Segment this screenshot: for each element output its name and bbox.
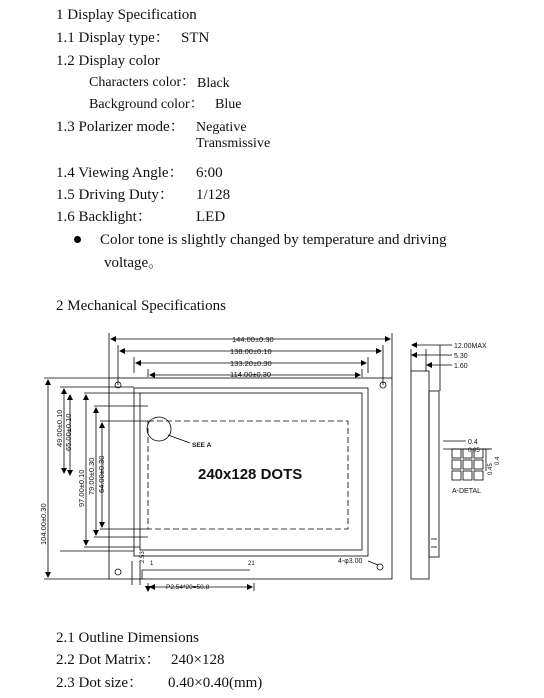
backlight-value: LED	[196, 209, 226, 225]
detail-dim-04b: 0.4	[495, 456, 501, 465]
dot-size-value: 0.40×0.40(mm)	[168, 675, 263, 691]
background-color-value: Blue	[215, 97, 242, 112]
pin-21-label: 21	[248, 561, 255, 567]
viewing-angle-label: 1.4 Viewing Angle：	[56, 165, 184, 181]
pitch-label: P2.54*20=50.8	[166, 584, 210, 591]
characters-color-label: Characters color：	[89, 75, 196, 90]
background-color-label: Background color：	[89, 97, 204, 112]
dim-65: 65.00±0.10	[64, 413, 73, 451]
outline-dimensions-heading: 2.1 Outline Dimensions	[56, 630, 199, 646]
note-line-1: Color tone is slightly changed by temperature and driving	[100, 232, 447, 248]
dim-253: 2.53	[140, 551, 146, 563]
side-dim-530: 5.30	[454, 353, 468, 360]
see-a-label: SEE A	[192, 442, 212, 449]
dim-104: 104.00±0.30	[39, 503, 48, 545]
side-dim-12: 12.00MAX	[454, 343, 487, 350]
bullet-icon	[74, 236, 81, 243]
display-type-value: STN	[181, 30, 210, 46]
dim-144: 144.00±0.30	[232, 335, 274, 344]
dim-114: 114.00±0.30	[230, 370, 272, 379]
hole-label: 4-φ3.00	[338, 558, 363, 565]
section-1-heading: 1 Display Specification	[56, 7, 197, 23]
dim-133: 133.20±0.30	[230, 359, 272, 368]
center-dots-label: 240x128 DOTS	[198, 466, 303, 483]
dot-size-label: 2.3 Dot size：	[56, 675, 144, 691]
detail-dim-045: 0.45	[488, 463, 494, 475]
side-dim-160: 1.60	[454, 363, 468, 370]
dot-matrix-value: 240×128	[171, 652, 225, 668]
display-type-label: 1.1 Display type：	[56, 30, 170, 46]
dim-49: 49.00±0.10	[55, 409, 64, 447]
dim-79: 79.00±0.30	[87, 457, 96, 495]
detail-title: A-DETAL	[452, 488, 482, 495]
polarizer-mode-label: 1.3 Polarizer mode：	[56, 119, 185, 135]
driving-duty-value: 1/128	[196, 187, 231, 203]
note-line-2: voltage。	[104, 255, 164, 271]
section-2-heading: 2 Mechanical Specifications	[56, 298, 226, 314]
detail-dim-005: 0.05	[468, 448, 480, 454]
dim-97: 97.00±0.10	[77, 469, 86, 507]
display-color-label: 1.2 Display color	[56, 53, 160, 69]
backlight-label: 1.6 Backlight：	[56, 209, 152, 225]
polarizer-mode-value-1: Negative	[196, 120, 247, 135]
dot-matrix-label: 2.2 Dot Matrix：	[56, 652, 161, 668]
dim-64: 64.00±0.30	[97, 455, 106, 493]
polarizer-mode-value-2: Transmissive	[196, 136, 271, 151]
driving-duty-label: 1.5 Driving Duty：	[56, 187, 174, 203]
detail-dim-04: 0.4	[468, 439, 478, 446]
viewing-angle-value: 6:00	[196, 165, 223, 181]
characters-color-value: Black	[197, 76, 230, 91]
dim-138: 138.00±0.10	[230, 347, 272, 356]
mechanical-drawing	[0, 325, 544, 625]
a-detail	[443, 441, 492, 480]
pin-1-label: 1	[150, 561, 154, 567]
